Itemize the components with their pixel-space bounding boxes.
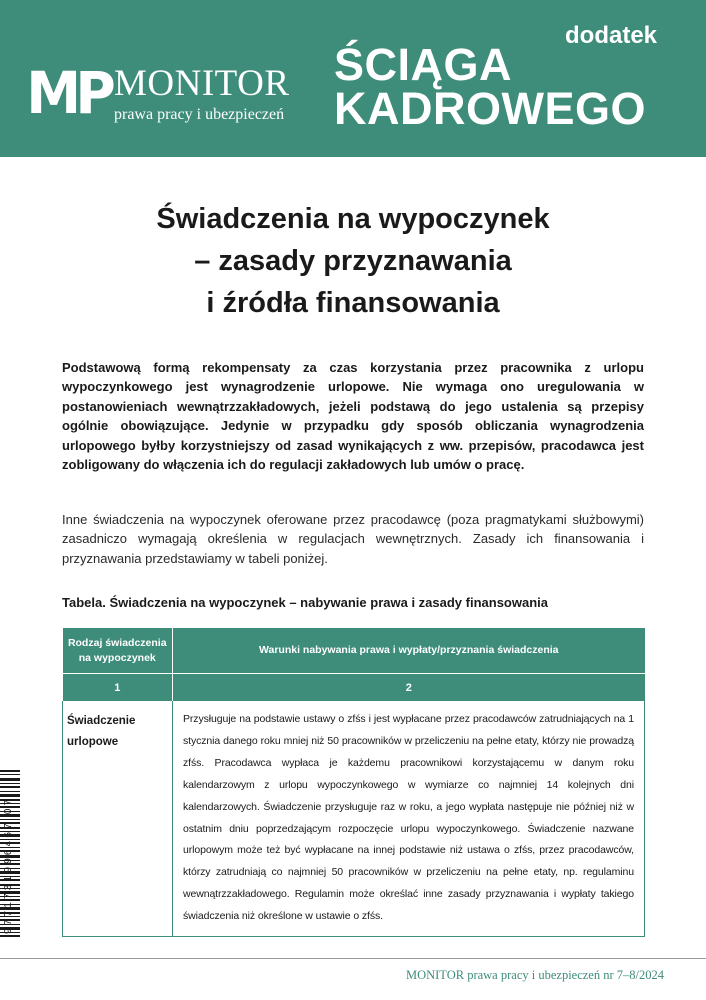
- monitor-logo-mark: MP: [26, 59, 111, 127]
- masthead: [0, 0, 706, 157]
- supplement-badge: dodatek: [565, 22, 658, 49]
- column-number: 2: [173, 674, 645, 702]
- supplement-title-line-1: ŚCIĄGA: [334, 39, 513, 90]
- article-title-line: i źródła finansowania: [206, 287, 500, 319]
- table-row: [63, 701, 645, 937]
- article-title-line: Świadczenia na wypoczynek: [156, 203, 550, 235]
- barcode-number: 9771731996467 07: [3, 796, 14, 934]
- benefit-name: Świadczenie urlopowe: [63, 701, 173, 937]
- table-header-conditions: Warunki nabywania prawa i wypłaty/przyznania świadczenia: [173, 628, 645, 674]
- lead-paragraph: Podstawową formą rekompensaty za czas korzystania przez pracownika z urlopu wypoczynkowego jest wynagrodzenie urlopowe. Nie wymaga ono uregulowania w postanowieniach wewnątrzzakładowych, jeżeli podstawą do jego ustalenia są przepisy ogólnie obowiązujące. Jedynie w przypadku gdy sposób obliczania wynagrodzenia urlopowego byłby korzystniejszy od zasad wynikających z ww. przepisów, pracodawca jest zobligowany do włączenia ich do regulacji zakładowych lub umów o pracę.: [62, 360, 644, 473]
- table-column-number-row: [63, 674, 645, 702]
- page-footer: MONITOR prawa pracy i ubezpieczeń nr 7–8/2024: [405, 968, 664, 982]
- monitor-logo-name: MONITOR: [114, 63, 290, 104]
- article-title-line: – zasady przyznawania: [194, 245, 512, 277]
- intro-paragraph: Inne świadczenia na wypoczynek oferowane przez pracodawcę (poza pragmatykami służbowymi) zasadniczo wymagają określenia w regulacjach wewnętrznych. Zasady ich finansowania i przyznawania przedstawiamy w tabeli poniżej.: [62, 512, 644, 566]
- column-number: 1: [63, 674, 173, 702]
- table-header-type: Rodzaj świadczenia na wypoczynek: [63, 628, 173, 674]
- table-caption: Tabela. Świadczenia na wypoczynek – nabywanie prawa i zasady finansowania: [62, 595, 548, 610]
- footer-divider: [0, 958, 706, 959]
- supplement-title-line-2: KADROWEGO: [334, 83, 646, 134]
- benefits-table: [62, 628, 645, 937]
- monitor-logo-subtitle: prawa pracy i ubezpieczeń: [114, 106, 285, 123]
- benefit-conditions: Przysługuje na podstawie ustawy o zfśs i jest wypłacane przez pracodawców zatrudniających na 1 stycznia danego roku mniej niż 50 pracowników w przeliczeniu na pełne etaty, którzy nie prowadzą zfśs. Pracodawca wypłaca je każdemu pracownikowi korzystającemu w danym roku kalendarzowym z urlopu wypoczynkowego w wymiarze co najmniej 14 kolejnych dni kalendarzowych. Świadczenie przysługuje raz w roku, a jego wypłata następuje nie później niż w ostatnim dniu poprzedzającym rozpoczęcie urlopu wypoczynkowego. Świadczenie nazwane urlopowym może też być wypłacane na innej podstawie niż ustawa o zfśs, przez pracodawców, którzy zatrudniają co najmniej 50 pracowników w przeliczeniu na pełne etaty, np. regulaminu wewnątrzzakładowego. Regulamin może określać inne zasady przyznawania i wypłaty takiego świadczenia niż określone w ustawie o zfśs.: [173, 701, 645, 937]
- article-title: [60, 198, 646, 324]
- table-header-row: [63, 628, 645, 674]
